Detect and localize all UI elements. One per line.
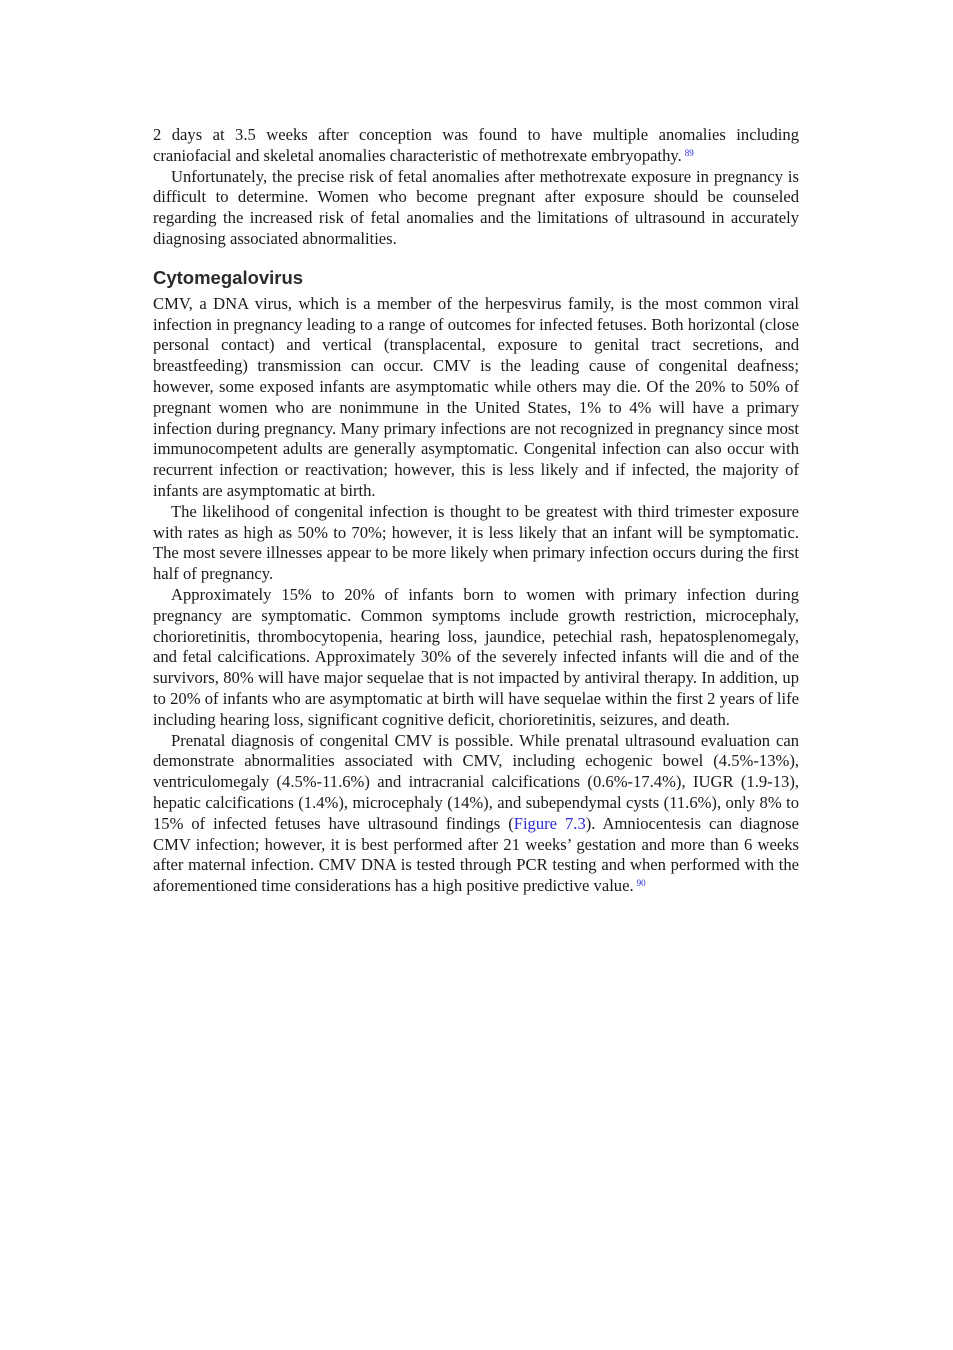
text-block	[153, 125, 799, 897]
intro-paragraph-1	[153, 125, 799, 167]
section-paragraph-4-text-b: ). Amniocentesis can diagnose CMV infection; however, it is best performed after 21 weeks’ gestation and more than 6 weeks after maternal infection. CMV DNA is tested through PCR testing and when performed with the aforementioned time considerations has a high positive predictive value.	[153, 813, 800, 896]
section-paragraph-1: CMV, a DNA virus, which is a member of the herpesvirus family, is the most common viral infection in pregnancy leading to a range of outcomes for infected fetuses. Both horizontal (close personal contact) and vertical (transplacental, exposure to genital tract secretions, and breastfeeding) transmission can occur. CMV is the leading cause of congenital deafness; however, some exposed infants are asymptomatic while others may die. Of the 20% to 50% of pregnant women who are nonimmune in the United States, 1% to 4% will have a primary infection during pregnancy. Many primary infections are not recognized in pregnancy since most immunocompetent adults are generally asymptomatic. Congenital infection can also occur with recurrent infection or reactivation; however, this is less likely and if infected, the majority of infants are asymptomatic at birth.	[153, 293, 799, 500]
section-paragraph-4-text-a: Prenatal diagnosis of congenital CMV is possible. While prenatal ultrasound evaluation can demonstrate abnormalities associated with CMV, including echogenic bowel (4.5%-13%), ventriculomegaly (4.5%-11.6%) and intracranial calcifications (0.6%-17.4%), IUGR (1.9-13), hepatic calcifications (1.4%), microcephaly (14%), and subependymal cysts (11.6%), only 8% to 15% of infected fetuses have ultrasound findings (	[153, 730, 799, 833]
figure-link[interactable]: Figure 7.3	[513, 813, 586, 833]
section-paragraph-2: The likelihood of congenital infection is thought to be greatest with third trimester exposure with rates as high as 50% to 70%; however, it is less likely that an infant will be symptomatic. The most severe illnesses appear to be more likely when primary infection occurs during the first half of pregnancy.	[153, 501, 799, 584]
intro-paragraph-1-text: 2 days at 3.5 weeks after conception was found to have multiple anomalies including craniofacial and skeletal anomalies characteristic of methotrexate embryopathy.	[153, 125, 799, 165]
citation-link[interactable]: 90	[636, 878, 646, 889]
section-paragraph-4	[153, 731, 799, 897]
section-paragraph-3: Approximately 15% to 20% of infants born to women with primary infection during pregnancy are symptomatic. Common symptoms include growth restriction, microcephaly, chorioretinitis, thrombocytopenia, hearing loss, jaundice, petechial rash, hepatosplenomegaly, and fetal calcifications. Approximately 30% of the severely infected infants will die and of the survivors, 80% will have major sequelae that is not impacted by antiviral therapy. In addition, up to 20% of infants who are asymptomatic at birth will have sequelae within the first 2 years of life including hearing loss, significant cognitive deficit, chorioretinitis, seizures, and death.	[153, 584, 799, 729]
intro-paragraph-2: Unfortunately, the precise risk of fetal anomalies after methotrexate exposure in pregnancy is difficult to determine. Women who become pregnant after exposure should be counseled regarding the increased risk of fetal anomalies and the limitations of ultrasound in accurately diagnosing associated abnormalities.	[153, 166, 799, 248]
citation-link[interactable]: 89	[684, 147, 694, 158]
section-heading: Cytomegalovirus	[153, 266, 304, 288]
